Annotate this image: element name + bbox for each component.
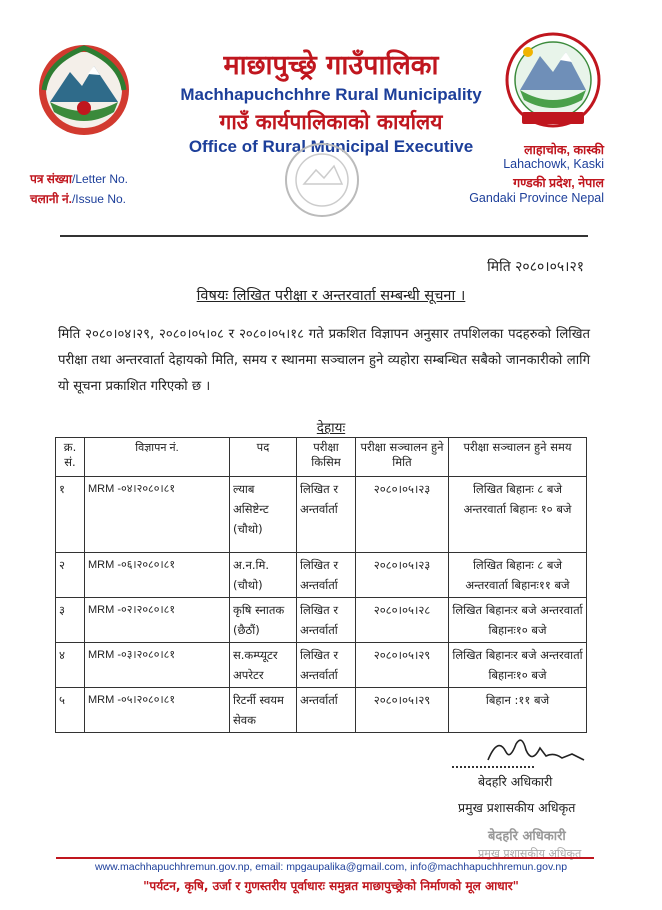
table-header-row bbox=[56, 438, 587, 477]
col-post: पद bbox=[230, 438, 297, 477]
issue-number-np: चलानी नं. bbox=[30, 192, 72, 206]
cell-post: ल्याब असिष्टेन्ट (चौथो) bbox=[230, 477, 297, 553]
cell-ad-number: MRM -०६।२०८०।८१ bbox=[85, 553, 230, 598]
letter-number-np: पत्र संख्या bbox=[30, 172, 72, 186]
issue-number bbox=[30, 190, 126, 207]
cell-exam-time: लिखित बिहानः ८ बजे अन्तरवार्ता बिहानः १० बजे bbox=[449, 477, 587, 553]
letter-number bbox=[30, 170, 128, 187]
table-heading: देहायः bbox=[316, 420, 346, 436]
municipality-logo bbox=[498, 30, 608, 135]
col-exam-date: परीक्षा सञ्चालन हुने मिति bbox=[356, 438, 449, 477]
cell-post: स.कम्प्यूटर अपरेटर bbox=[230, 643, 297, 688]
cell-sn: ३ bbox=[56, 598, 85, 643]
table-row bbox=[56, 643, 587, 688]
signatory-title: प्रमुख प्रशासकीय अधिकृत bbox=[458, 800, 576, 815]
footer-contact: www.machhapuchhremun.gov.np, email: mpgaupalika@gmail.com, info@machhapuchhremun.gov.np bbox=[94, 861, 568, 873]
address-en-line-2: Gandaki Province Nepal bbox=[469, 191, 604, 205]
cell-exam-date: २०८०।०५।२८ bbox=[356, 598, 449, 643]
office-name-np: गाउँ कार्यपालिकाको कार्यालय bbox=[219, 110, 443, 134]
stamp-title: प्रमुख प्रशासकीय अधिकृत bbox=[478, 847, 582, 860]
cell-sn: ४ bbox=[56, 643, 85, 688]
cell-exam-type: लिखित र अन्तर्वार्ता bbox=[297, 598, 356, 643]
cell-exam-type: लिखित र अन्तर्वार्ता bbox=[297, 477, 356, 553]
cell-ad-number: MRM -०५।२०८०।८१ bbox=[85, 688, 230, 733]
office-name-en: Office of Rural Municipal Executive bbox=[188, 137, 474, 156]
cell-exam-time: लिखित बिहानःर बजे अन्तरवार्ता बिहानः१० बजे bbox=[449, 598, 587, 643]
office-seal-watermark bbox=[282, 140, 362, 220]
cell-exam-date: २०८०।०५।२३ bbox=[356, 553, 449, 598]
table-row bbox=[56, 688, 587, 733]
cell-post: रिटर्नी स्वयम सेवक bbox=[230, 688, 297, 733]
cell-exam-time: लिखित बिहानः ८ बजे अन्तरवार्ता बिहानः११ बजे bbox=[449, 553, 587, 598]
cell-exam-date: २०८०।०५।२३ bbox=[356, 477, 449, 553]
cell-exam-time: लिखित बिहानःर बजे अन्तरवार्ता बिहानः१० बजे bbox=[449, 643, 587, 688]
cell-sn: ५ bbox=[56, 688, 85, 733]
exam-schedule-table bbox=[55, 437, 587, 733]
signature-line bbox=[452, 766, 534, 768]
cell-post: कृषि स्नातक (छैठौं) bbox=[230, 598, 297, 643]
cell-sn: २ bbox=[56, 553, 85, 598]
table-row bbox=[56, 553, 587, 598]
address-np-line-1: लाहाचोक, कास्की bbox=[524, 143, 604, 157]
signatory-name: बेदहरि अधिकारी bbox=[478, 774, 553, 789]
cell-exam-type: लिखित र अन्तर्वार्ता bbox=[297, 553, 356, 598]
footer-slogan: "पर्यटन, कृषि, उर्जा र गुणस्तरीय पूर्वाधारः समुन्नत माछापुच्छ्रेको निर्माणको मूल आधार" bbox=[143, 879, 519, 893]
col-exam-type: परीक्षा किसिम bbox=[297, 438, 356, 477]
notice-subject: विषयः लिखित परीक्षा र अन्तरवार्ता सम्बन्धी सूचना । bbox=[196, 288, 466, 304]
cell-ad-number: MRM -०२।२०८०।८१ bbox=[85, 598, 230, 643]
cell-exam-date: २०८०।०५।२९ bbox=[356, 688, 449, 733]
cell-exam-date: २०८०।०५।२९ bbox=[356, 643, 449, 688]
col-exam-time: परीक्षा सञ्चालन हुने समय bbox=[449, 438, 587, 477]
cell-exam-time: बिहान :११ बजे bbox=[449, 688, 587, 733]
municipality-name-np: माछापुच्छ्रे गाउँपालिका bbox=[223, 50, 439, 81]
handwritten-signature bbox=[476, 730, 596, 770]
notice-date: मिति २०८०।०५।२१ bbox=[487, 259, 584, 275]
municipality-name-en: Machhapuchchhre Rural Municipality bbox=[180, 85, 482, 104]
cell-exam-type: लिखित र अन्तर्वार्ता bbox=[297, 643, 356, 688]
cell-ad-number: MRM -०३।२०८०।८१ bbox=[85, 643, 230, 688]
col-ad-number: विज्ञापन नं. bbox=[85, 438, 230, 477]
cell-sn: १ bbox=[56, 477, 85, 553]
stamp-name: बेदहरि अधिकारी bbox=[488, 829, 566, 844]
issue-number-en: /Issue No. bbox=[71, 192, 126, 206]
cell-exam-type: अन्तर्वार्ता bbox=[297, 688, 356, 733]
col-sn: क्र. सं. bbox=[56, 438, 85, 477]
address-np-line-2: गण्डकी प्रदेश, नेपाल bbox=[513, 176, 604, 190]
letter-number-en: /Letter No. bbox=[71, 172, 129, 186]
header-divider bbox=[60, 235, 588, 237]
table-row bbox=[56, 598, 587, 643]
cell-ad-number: MRM -०४।२०८०।८१ bbox=[85, 477, 230, 553]
table-row bbox=[56, 477, 587, 553]
footer-divider bbox=[56, 857, 594, 859]
address-en-line-1: Lahachowk, Kaski bbox=[503, 157, 604, 171]
cell-post: अ.न.मि. (चौथो) bbox=[230, 553, 297, 598]
notice-body: मिति २०८०।०४।२९, २०८०।०५।०८ र २०८०।०५।१८ गते प्रकशित विज्ञापन अनुसार तपशिलका पदहरुको लिखित परीक्षा तथा अन्तरवार्ता देहायको मिति, समय र स्थानमा सञ्चालन हुने व्यहोरा सम्बन्धित सबैको जानकारीको लागि यो सूचना प्रकाशित गरिएको छ । bbox=[58, 327, 590, 394]
